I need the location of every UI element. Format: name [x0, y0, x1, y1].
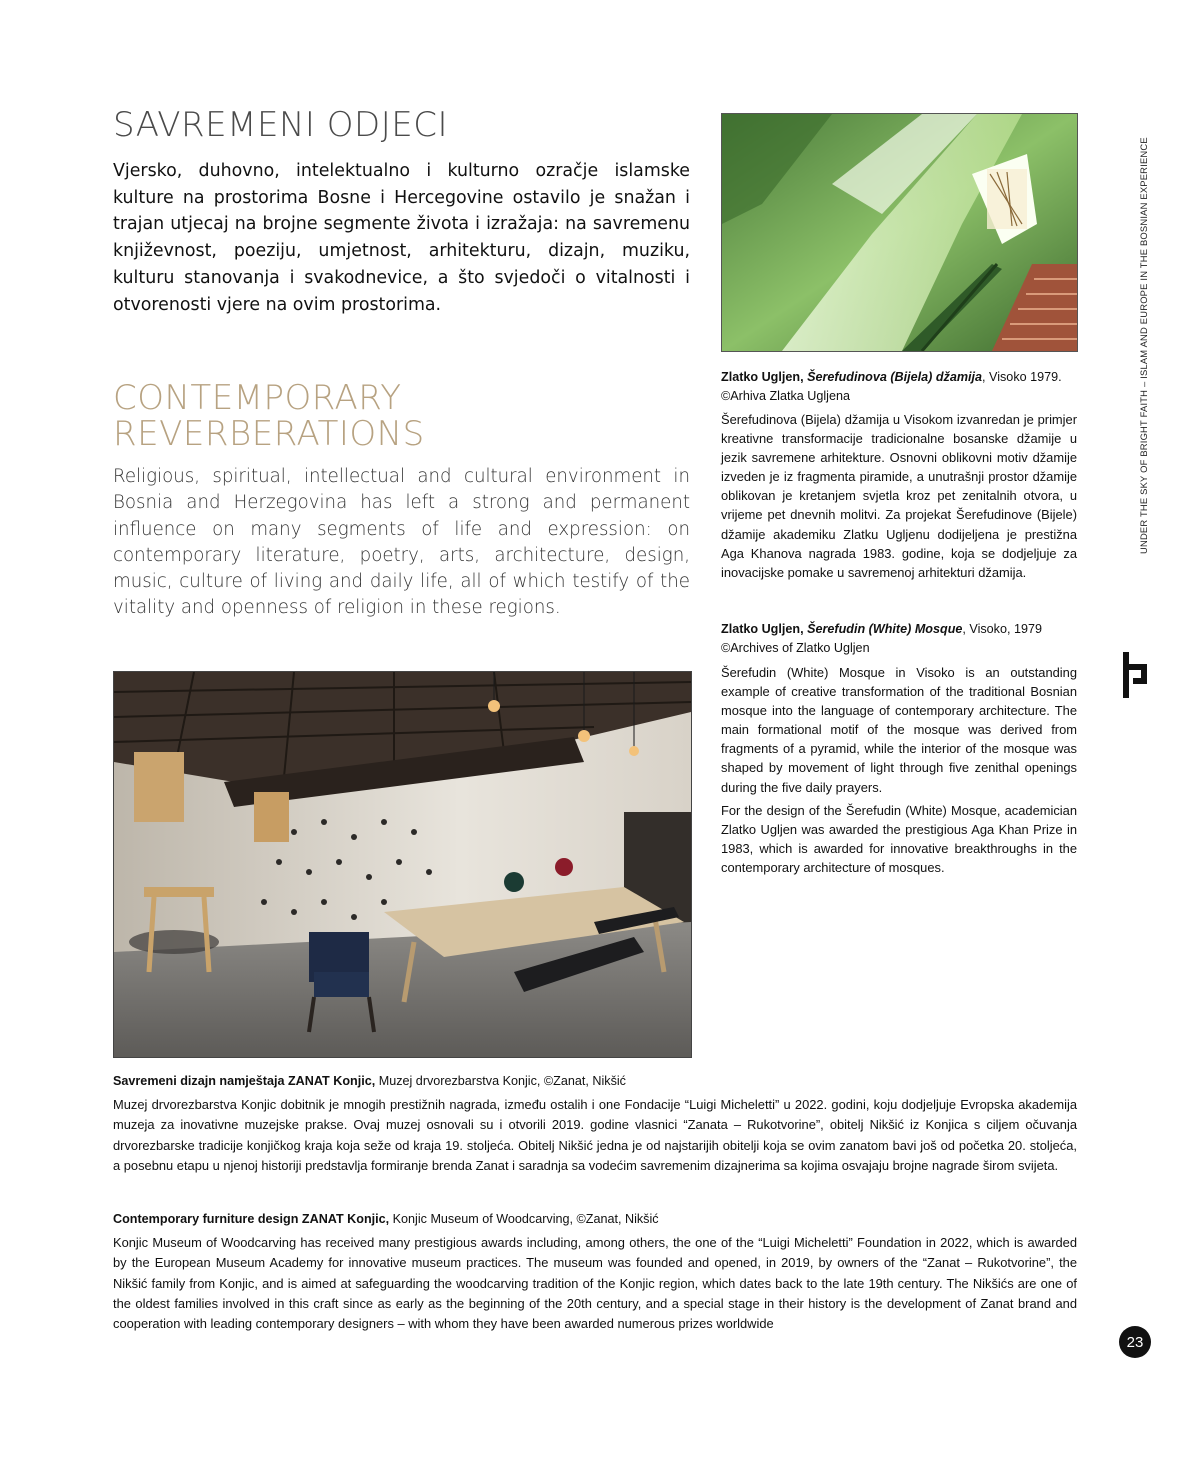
- mosque-caption-en-author: Zlatko Ugljen,: [721, 622, 808, 636]
- intro-en: Religious, spiritual, intellectual and cultural environment in Bosnia and Herzegovina has left a strong and permanent influence on many segments of life and expression: on contemporary literature, poetry, arts, architecture, design, music, culture of living and daily life, all of which testify of the vitality and openness of religion in these regions.: [113, 466, 690, 619]
- publisher-logo-icon: [1121, 650, 1151, 700]
- zanat-caption-en-rest: Konjic Museum of Woodcarving, ©Zanat, Nikšić: [389, 1212, 659, 1226]
- mosque-text-bs: Šerefudinova (Bijela) džamija u Visokom izvanredan je primjer kreativne transformacije tradicionalne bosanske džamije u jezik savremene arhitekture. Osnovni oblikovni motiv džamije izveden je iz fragmenta piramide, a unutrašnji prostor džamije oblikovan je kretanjem svjetla kroz pet zenitalnih otvora, u vrijeme pet dnevnih molitvi. Za projekat Šerefudinove (Bijele) džamije akademiku Zlatku Ugljenu dodijeljena je prestižna Aga Khanova nagrada 1983. godine, koja se dodjeljuje za inovacijske pomake u savremenoj arhitekturi džamija.: [721, 412, 1077, 580]
- heading-en: CONTEMPORARY REVERBERATIONS: [113, 378, 425, 454]
- zanat-caption-bs-rest: Muzej drvorezbarstva Konjic, ©Zanat, Nikšić: [375, 1074, 626, 1088]
- mosque-caption-en-block: [721, 620, 1077, 877]
- mosque-caption-bs-author: Zlatko Ugljen,: [721, 370, 808, 384]
- mosque-caption-bs: [721, 368, 1077, 406]
- zanat-caption-bs-title: Savremeni dizajn namještaja ZANAT Konjic,: [113, 1074, 376, 1088]
- running-header-text: UNDER THE SKY OF BRIGHT FAITH – ISLAM AND EUROPE IN THE BOSNIAN EXPERIENCE: [1138, 137, 1149, 554]
- zanat-caption-en-block: [113, 1210, 1077, 1334]
- zanat-caption-en-title: Contemporary furniture design ZANAT Konjic,: [113, 1212, 390, 1226]
- mosque-caption-en: [721, 620, 1077, 658]
- mosque-caption-en-rest: , Visoko, 1979 ©Archives of Zlatko Ugljen: [721, 622, 1042, 655]
- mosque-caption-en-title: Šerefudin (White) Mosque: [807, 622, 963, 636]
- mosque-photo: [721, 113, 1078, 352]
- mosque-caption-bs-block: [721, 368, 1077, 582]
- mosque-caption-bs-rest: , Visoko 1979. ©Arhiva Zlatka Ugljena: [721, 370, 1062, 403]
- zanat-museum-photo: [113, 671, 692, 1058]
- mosque-caption-bs-title: Šerefudinova (Bijela) džamija: [807, 370, 983, 384]
- heading-bs: SAVREMENI ODJECI: [113, 105, 448, 145]
- intro-bs: Vjersko, duhovno, intelektualno i kulturno ozračje islamske kulture na prostorima Bosne i Hercegovine ostavilo je snažan i trajan utjecaj na brojne segmente života i izražaja: na savremenu književnost, poeziju, umjetnost, arhitekturu, dizajn, muziku, kulturu stanovanja i svakodnevice, a što svjedoči o vitalnosti i otvorenosti vjere na ovim prostorima.: [113, 161, 690, 315]
- mosque-text-en-2: For the design of the Šerefudin (White) Mosque, academician Zlatko Ugljen was awarded the prestigious Aga Khan Prize in 1983, which is awarded for innovative breakthroughs in the contemporary architecture of mosques.: [721, 802, 1077, 875]
- zanat-caption-en: [113, 1210, 1077, 1229]
- mosque-text-en-1: Šerefudin (White) Mosque in Visoko is an outstanding example of creative transformation of the traditional Bosnian mosque into the language of contemporary architecture. The main formational motif of the mosque was derived from fragments of a pyramid, while the interior of the mosque was shaped by movement of light through five zenithal openings during the five daily prayers.: [721, 665, 1077, 795]
- zanat-text-en: Konjic Museum of Woodcarving has received many prestigious awards including, among others, the one of the “Luigi Micheletti” Foundation in 2022, which is awarded by the European Museum Academy for innovative museum practices. The museum was founded and opened, in 2019, by owners of the “Zanat – Rukotvorine”, the Nikšić family from Konjic, and is aimed at safeguarding the woodcarving tradition of the Konjic region, which dates back to the late 19th century. The Nikšićs are one of the oldest families involved in this craft since as early as the beginning of the 20th century, and a special stage in their history is the development of Zanat brand and cooperation with leading contemporary designers – with whom they have been awarded numerous prizes worldwide: [113, 1235, 1077, 1332]
- zanat-text-bs: Muzej drvorezbarstva Konjic dobitnik je mnogih prestižnih nagrada, između ostalih i one Fondacije “Luigi Micheletti” u 2022. godini, koju dodjeljuje Evropska akademija muzeja za inovativne muzejske prakse. Ovaj muzej osnovali su i otvorili 2019. godine vlasnici “Zanata – Rukotvorine”, obitelj Nikšić iz Konjica s ciljem očuvanja drvorezbarske tradicije konjičkog kraja koja seže od kraja 19. stoljeća. Obitelj Nikšić jedna je od najstarijih obitelji koja se ovim zanatom bavi još od početka 20. stoljeća, a posebnu etapu u njenoj historiji predstavlja formiranje brenda Zanat i saradnja sa vodećim savremenim dizajnerima sa kojima osvajaju brojne nagrade širom svijeta.: [113, 1097, 1077, 1173]
- zanat-caption-bs: [113, 1072, 1077, 1091]
- page-number: 23: [1119, 1326, 1151, 1358]
- zanat-caption-bs-block: [113, 1072, 1077, 1176]
- running-header: [1126, 114, 1149, 554]
